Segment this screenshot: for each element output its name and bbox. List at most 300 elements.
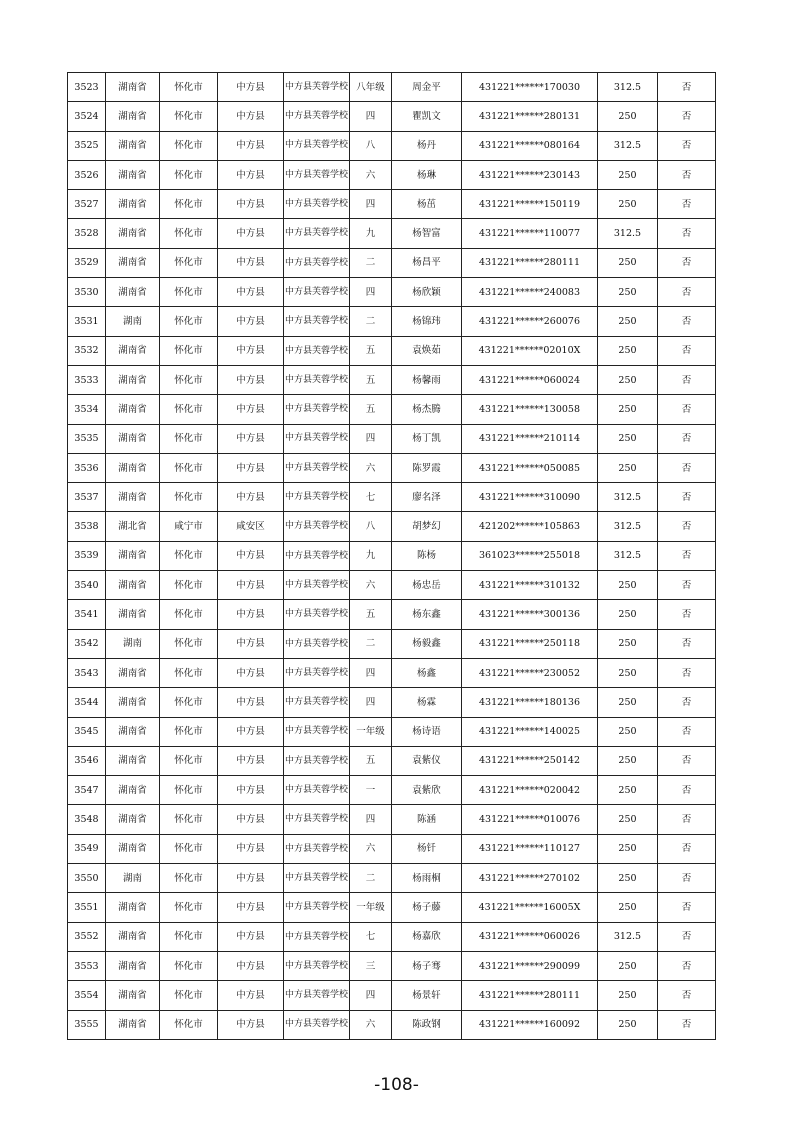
flag-cell: 否 <box>658 131 716 160</box>
amount-cell: 250 <box>598 805 658 834</box>
student-subsidy-table <box>67 72 716 1040</box>
table-row <box>68 1010 716 1039</box>
province-cell: 湖南省 <box>106 981 160 1010</box>
id-number-cell: 431221******080164 <box>462 131 598 160</box>
row-index-cell: 3533 <box>68 365 106 394</box>
id-number-cell: 431221******270102 <box>462 864 598 893</box>
school-cell: 中方县芙蓉学校 <box>284 629 350 658</box>
city-cell: 怀化市 <box>160 746 218 775</box>
county-cell: 中方县 <box>218 219 284 248</box>
id-number-cell: 431221******280131 <box>462 102 598 131</box>
city-cell: 怀化市 <box>160 629 218 658</box>
province-cell: 湖南省 <box>106 600 160 629</box>
province-cell: 湖南省 <box>106 951 160 980</box>
city-cell: 怀化市 <box>160 834 218 863</box>
province-cell: 湖南省 <box>106 571 160 600</box>
city-cell: 怀化市 <box>160 365 218 394</box>
row-index-cell: 3526 <box>68 160 106 189</box>
grade-cell: 二 <box>350 307 392 336</box>
grade-cell: 二 <box>350 864 392 893</box>
province-cell: 湖南省 <box>106 688 160 717</box>
table-row <box>68 365 716 394</box>
table-row <box>68 864 716 893</box>
county-cell: 中方县 <box>218 541 284 570</box>
table-row <box>68 190 716 219</box>
name-cell: 杨雨桐 <box>392 864 462 893</box>
city-cell: 怀化市 <box>160 893 218 922</box>
amount-cell: 250 <box>598 776 658 805</box>
grade-cell: 五 <box>350 395 392 424</box>
county-cell: 中方县 <box>218 922 284 951</box>
grade-cell: 四 <box>350 424 392 453</box>
flag-cell: 否 <box>658 776 716 805</box>
name-cell: 杨鑫 <box>392 658 462 687</box>
province-cell: 湖南省 <box>106 248 160 277</box>
id-number-cell: 431221******020042 <box>462 776 598 805</box>
table-row <box>68 541 716 570</box>
name-cell: 杨子骞 <box>392 951 462 980</box>
amount-cell: 250 <box>598 248 658 277</box>
id-number-cell: 431221******280111 <box>462 981 598 1010</box>
grade-cell: 五 <box>350 336 392 365</box>
flag-cell: 否 <box>658 336 716 365</box>
row-index-cell: 3545 <box>68 717 106 746</box>
name-cell: 袁紫欣 <box>392 776 462 805</box>
amount-cell: 250 <box>598 190 658 219</box>
school-cell: 中方县芙蓉学校 <box>284 922 350 951</box>
flag-cell: 否 <box>658 453 716 482</box>
county-cell: 中方县 <box>218 365 284 394</box>
city-cell: 怀化市 <box>160 1010 218 1039</box>
school-cell: 中方县芙蓉学校 <box>284 131 350 160</box>
county-cell: 中方县 <box>218 424 284 453</box>
row-index-cell: 3523 <box>68 73 106 102</box>
amount-cell: 250 <box>598 395 658 424</box>
grade-cell: 五 <box>350 746 392 775</box>
amount-cell: 250 <box>598 893 658 922</box>
flag-cell: 否 <box>658 746 716 775</box>
amount-cell: 250 <box>598 834 658 863</box>
table-row <box>68 922 716 951</box>
amount-cell: 312.5 <box>598 219 658 248</box>
id-number-cell: 421202******105863 <box>462 512 598 541</box>
page-number: -108- <box>374 1075 419 1095</box>
city-cell: 怀化市 <box>160 160 218 189</box>
table-row <box>68 805 716 834</box>
county-cell: 中方县 <box>218 278 284 307</box>
amount-cell: 250 <box>598 658 658 687</box>
province-cell: 湖南省 <box>106 483 160 512</box>
flag-cell: 否 <box>658 395 716 424</box>
school-cell: 中方县芙蓉学校 <box>284 336 350 365</box>
grade-cell: 六 <box>350 1010 392 1039</box>
row-index-cell: 3538 <box>68 512 106 541</box>
grade-cell: 八 <box>350 512 392 541</box>
name-cell: 杨子藤 <box>392 893 462 922</box>
province-cell: 湖南省 <box>106 1010 160 1039</box>
name-cell: 杨丁凯 <box>392 424 462 453</box>
name-cell: 袁紫仪 <box>392 746 462 775</box>
row-index-cell: 3535 <box>68 424 106 453</box>
name-cell: 杨杰腾 <box>392 395 462 424</box>
city-cell: 怀化市 <box>160 688 218 717</box>
flag-cell: 否 <box>658 512 716 541</box>
province-cell: 湖南省 <box>106 365 160 394</box>
table-row <box>68 629 716 658</box>
city-cell: 怀化市 <box>160 864 218 893</box>
city-cell: 怀化市 <box>160 190 218 219</box>
grade-cell: 二 <box>350 248 392 277</box>
province-cell: 湖南省 <box>106 717 160 746</box>
school-cell: 中方县芙蓉学校 <box>284 248 350 277</box>
amount-cell: 312.5 <box>598 922 658 951</box>
school-cell: 中方县芙蓉学校 <box>284 688 350 717</box>
flag-cell: 否 <box>658 483 716 512</box>
name-cell: 杨嘉欣 <box>392 922 462 951</box>
amount-cell: 250 <box>598 600 658 629</box>
flag-cell: 否 <box>658 1010 716 1039</box>
city-cell: 怀化市 <box>160 922 218 951</box>
county-cell: 中方县 <box>218 805 284 834</box>
table-row <box>68 307 716 336</box>
name-cell: 杨智富 <box>392 219 462 248</box>
school-cell: 中方县芙蓉学校 <box>284 73 350 102</box>
name-cell: 廖名泽 <box>392 483 462 512</box>
name-cell: 杨茁 <box>392 190 462 219</box>
flag-cell: 否 <box>658 805 716 834</box>
grade-cell: 八 <box>350 131 392 160</box>
city-cell: 怀化市 <box>160 717 218 746</box>
row-index-cell: 3550 <box>68 864 106 893</box>
name-cell: 杨丹 <box>392 131 462 160</box>
flag-cell: 否 <box>658 834 716 863</box>
province-cell: 湖南省 <box>106 834 160 863</box>
table-row <box>68 160 716 189</box>
table-row <box>68 424 716 453</box>
row-index-cell: 3531 <box>68 307 106 336</box>
id-number-cell: 431221******310132 <box>462 571 598 600</box>
amount-cell: 312.5 <box>598 483 658 512</box>
name-cell: 瞿凯文 <box>392 102 462 131</box>
name-cell: 周金平 <box>392 73 462 102</box>
school-cell: 中方县芙蓉学校 <box>284 278 350 307</box>
grade-cell: 四 <box>350 805 392 834</box>
id-number-cell: 431221******280111 <box>462 248 598 277</box>
table-row <box>68 483 716 512</box>
city-cell: 怀化市 <box>160 600 218 629</box>
school-cell: 中方县芙蓉学校 <box>284 864 350 893</box>
province-cell: 湖南省 <box>106 73 160 102</box>
county-cell: 中方县 <box>218 190 284 219</box>
province-cell: 湖南省 <box>106 190 160 219</box>
grade-cell: 一年级 <box>350 893 392 922</box>
name-cell: 杨钎 <box>392 834 462 863</box>
amount-cell: 250 <box>598 307 658 336</box>
county-cell: 中方县 <box>218 131 284 160</box>
row-index-cell: 3541 <box>68 600 106 629</box>
province-cell: 湖南省 <box>106 395 160 424</box>
amount-cell: 250 <box>598 746 658 775</box>
amount-cell: 250 <box>598 278 658 307</box>
row-index-cell: 3547 <box>68 776 106 805</box>
school-cell: 中方县芙蓉学校 <box>284 1010 350 1039</box>
county-cell: 中方县 <box>218 600 284 629</box>
grade-cell: 六 <box>350 160 392 189</box>
school-cell: 中方县芙蓉学校 <box>284 365 350 394</box>
amount-cell: 250 <box>598 717 658 746</box>
table-row <box>68 688 716 717</box>
amount-cell: 250 <box>598 688 658 717</box>
school-cell: 中方县芙蓉学校 <box>284 600 350 629</box>
table-row <box>68 278 716 307</box>
school-cell: 中方县芙蓉学校 <box>284 160 350 189</box>
amount-cell: 250 <box>598 981 658 1010</box>
row-index-cell: 3530 <box>68 278 106 307</box>
flag-cell: 否 <box>658 864 716 893</box>
name-cell: 杨东鑫 <box>392 600 462 629</box>
id-number-cell: 431221******240083 <box>462 278 598 307</box>
table-row <box>68 746 716 775</box>
table-row <box>68 248 716 277</box>
name-cell: 杨霖 <box>392 688 462 717</box>
name-cell: 杨景轩 <box>392 981 462 1010</box>
row-index-cell: 3528 <box>68 219 106 248</box>
name-cell: 袁焕茹 <box>392 336 462 365</box>
county-cell: 中方县 <box>218 73 284 102</box>
table-row <box>68 600 716 629</box>
id-number-cell: 431221******260076 <box>462 307 598 336</box>
province-cell: 湖南省 <box>106 453 160 482</box>
id-number-cell: 431221******060026 <box>462 922 598 951</box>
county-cell: 中方县 <box>218 483 284 512</box>
row-index-cell: 3542 <box>68 629 106 658</box>
name-cell: 陈罗霞 <box>392 453 462 482</box>
school-cell: 中方县芙蓉学校 <box>284 981 350 1010</box>
county-cell: 中方县 <box>218 688 284 717</box>
grade-cell: 六 <box>350 834 392 863</box>
flag-cell: 否 <box>658 600 716 629</box>
name-cell: 杨昌平 <box>392 248 462 277</box>
city-cell: 怀化市 <box>160 981 218 1010</box>
province-cell: 湖南 <box>106 307 160 336</box>
province-cell: 湖南省 <box>106 776 160 805</box>
school-cell: 中方县芙蓉学校 <box>284 190 350 219</box>
table-row <box>68 658 716 687</box>
id-number-cell: 431221******230143 <box>462 160 598 189</box>
school-cell: 中方县芙蓉学校 <box>284 102 350 131</box>
flag-cell: 否 <box>658 248 716 277</box>
flag-cell: 否 <box>658 160 716 189</box>
city-cell: 怀化市 <box>160 541 218 570</box>
grade-cell: 四 <box>350 190 392 219</box>
table-row <box>68 834 716 863</box>
province-cell: 湖南省 <box>106 160 160 189</box>
table-row <box>68 717 716 746</box>
county-cell: 中方县 <box>218 981 284 1010</box>
flag-cell: 否 <box>658 278 716 307</box>
province-cell: 湖南 <box>106 629 160 658</box>
province-cell: 湖南 <box>106 864 160 893</box>
city-cell: 怀化市 <box>160 951 218 980</box>
city-cell: 怀化市 <box>160 453 218 482</box>
name-cell: 胡梦幻 <box>392 512 462 541</box>
amount-cell: 250 <box>598 951 658 980</box>
grade-cell: 六 <box>350 571 392 600</box>
school-cell: 中方县芙蓉学校 <box>284 541 350 570</box>
school-cell: 中方县芙蓉学校 <box>284 805 350 834</box>
county-cell: 中方县 <box>218 951 284 980</box>
amount-cell: 250 <box>598 365 658 394</box>
table-row <box>68 512 716 541</box>
school-cell: 中方县芙蓉学校 <box>284 893 350 922</box>
city-cell: 怀化市 <box>160 424 218 453</box>
table-row <box>68 951 716 980</box>
county-cell: 中方县 <box>218 160 284 189</box>
school-cell: 中方县芙蓉学校 <box>284 951 350 980</box>
id-number-cell: 431221******110127 <box>462 834 598 863</box>
flag-cell: 否 <box>658 717 716 746</box>
table-row <box>68 453 716 482</box>
grade-cell: 七 <box>350 922 392 951</box>
flag-cell: 否 <box>658 571 716 600</box>
table-row <box>68 395 716 424</box>
name-cell: 陈政钢 <box>392 1010 462 1039</box>
county-cell: 中方县 <box>218 1010 284 1039</box>
amount-cell: 250 <box>598 1010 658 1039</box>
province-cell: 湖南省 <box>106 922 160 951</box>
row-index-cell: 3532 <box>68 336 106 365</box>
province-cell: 湖南省 <box>106 541 160 570</box>
id-number-cell: 431221******130058 <box>462 395 598 424</box>
grade-cell: 一 <box>350 776 392 805</box>
id-number-cell: 431221******180136 <box>462 688 598 717</box>
amount-cell: 250 <box>598 424 658 453</box>
row-index-cell: 3539 <box>68 541 106 570</box>
id-number-cell: 431221******300136 <box>462 600 598 629</box>
name-cell: 杨馨雨 <box>392 365 462 394</box>
row-index-cell: 3555 <box>68 1010 106 1039</box>
county-cell: 中方县 <box>218 395 284 424</box>
amount-cell: 312.5 <box>598 541 658 570</box>
grade-cell: 六 <box>350 453 392 482</box>
id-number-cell: 361023******255018 <box>462 541 598 570</box>
county-cell: 中方县 <box>218 248 284 277</box>
city-cell: 怀化市 <box>160 571 218 600</box>
school-cell: 中方县芙蓉学校 <box>284 571 350 600</box>
row-index-cell: 3548 <box>68 805 106 834</box>
flag-cell: 否 <box>658 688 716 717</box>
row-index-cell: 3540 <box>68 571 106 600</box>
grade-cell: 四 <box>350 278 392 307</box>
county-cell: 中方县 <box>218 453 284 482</box>
name-cell: 陈杨 <box>392 541 462 570</box>
county-cell: 中方县 <box>218 658 284 687</box>
id-number-cell: 431221******210114 <box>462 424 598 453</box>
city-cell: 怀化市 <box>160 248 218 277</box>
name-cell: 杨琳 <box>392 160 462 189</box>
grade-cell: 二 <box>350 629 392 658</box>
school-cell: 中方县芙蓉学校 <box>284 717 350 746</box>
name-cell: 杨诗语 <box>392 717 462 746</box>
row-index-cell: 3554 <box>68 981 106 1010</box>
province-cell: 湖南省 <box>106 893 160 922</box>
school-cell: 中方县芙蓉学校 <box>284 512 350 541</box>
id-number-cell: 431221******250118 <box>462 629 598 658</box>
id-number-cell: 431221******110077 <box>462 219 598 248</box>
row-index-cell: 3553 <box>68 951 106 980</box>
name-cell: 杨欣颖 <box>392 278 462 307</box>
row-index-cell: 3537 <box>68 483 106 512</box>
city-cell: 怀化市 <box>160 102 218 131</box>
name-cell: 陈涵 <box>392 805 462 834</box>
province-cell: 湖南省 <box>106 131 160 160</box>
school-cell: 中方县芙蓉学校 <box>284 483 350 512</box>
id-number-cell: 431221******060024 <box>462 365 598 394</box>
id-number-cell: 431221******230052 <box>462 658 598 687</box>
amount-cell: 312.5 <box>598 512 658 541</box>
flag-cell: 否 <box>658 951 716 980</box>
flag-cell: 否 <box>658 365 716 394</box>
amount-cell: 312.5 <box>598 131 658 160</box>
flag-cell: 否 <box>658 102 716 131</box>
flag-cell: 否 <box>658 219 716 248</box>
grade-cell: 五 <box>350 600 392 629</box>
row-index-cell: 3524 <box>68 102 106 131</box>
school-cell: 中方县芙蓉学校 <box>284 219 350 248</box>
grade-cell: 七 <box>350 483 392 512</box>
grade-cell: 九 <box>350 541 392 570</box>
grade-cell: 一年级 <box>350 717 392 746</box>
city-cell: 怀化市 <box>160 483 218 512</box>
school-cell: 中方县芙蓉学校 <box>284 453 350 482</box>
city-cell: 怀化市 <box>160 805 218 834</box>
id-number-cell: 431221******160092 <box>462 1010 598 1039</box>
id-number-cell: 431221******050085 <box>462 453 598 482</box>
city-cell: 怀化市 <box>160 776 218 805</box>
flag-cell: 否 <box>658 629 716 658</box>
row-index-cell: 3525 <box>68 131 106 160</box>
table-row <box>68 102 716 131</box>
county-cell: 中方县 <box>218 307 284 336</box>
county-cell: 中方县 <box>218 571 284 600</box>
province-cell: 湖南省 <box>106 219 160 248</box>
id-number-cell: 431221******150119 <box>462 190 598 219</box>
id-number-cell: 431221******250142 <box>462 746 598 775</box>
name-cell: 杨锦玮 <box>392 307 462 336</box>
province-cell: 湖南省 <box>106 102 160 131</box>
id-number-cell: 431221******170030 <box>462 73 598 102</box>
city-cell: 怀化市 <box>160 131 218 160</box>
city-cell: 怀化市 <box>160 336 218 365</box>
school-cell: 中方县芙蓉学校 <box>284 834 350 863</box>
flag-cell: 否 <box>658 73 716 102</box>
county-cell: 中方县 <box>218 336 284 365</box>
id-number-cell: 431221******02010X <box>462 336 598 365</box>
row-index-cell: 3527 <box>68 190 106 219</box>
flag-cell: 否 <box>658 190 716 219</box>
grade-cell: 四 <box>350 688 392 717</box>
city-cell: 怀化市 <box>160 219 218 248</box>
school-cell: 中方县芙蓉学校 <box>284 776 350 805</box>
table-row <box>68 981 716 1010</box>
grade-cell: 九 <box>350 219 392 248</box>
row-index-cell: 3536 <box>68 453 106 482</box>
amount-cell: 250 <box>598 571 658 600</box>
id-number-cell: 431221******310090 <box>462 483 598 512</box>
row-index-cell: 3551 <box>68 893 106 922</box>
id-number-cell: 431221******16005X <box>462 893 598 922</box>
school-cell: 中方县芙蓉学校 <box>284 658 350 687</box>
